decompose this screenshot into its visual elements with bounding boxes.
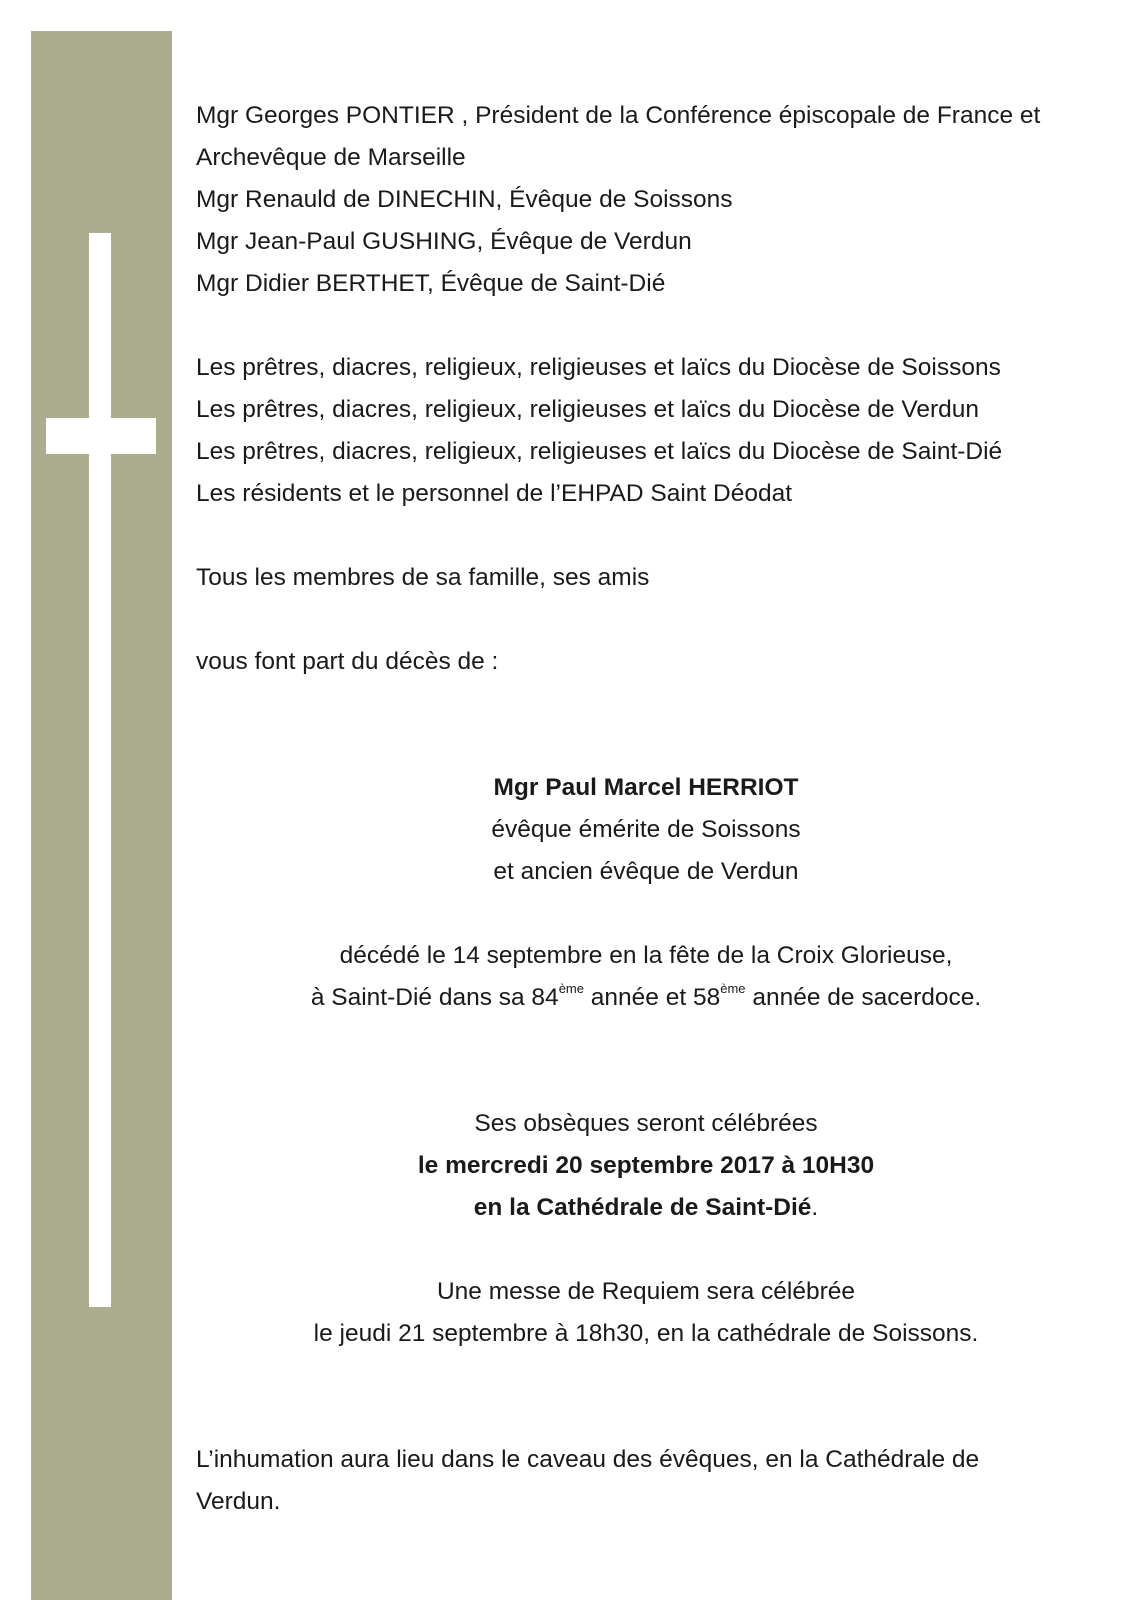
family-line: Tous les membres de sa famille, ses amis: [196, 564, 650, 591]
community-line: Les prêtres, diacres, religieux, religieuses et laïcs du Diocèse de Verdun: [196, 396, 980, 423]
funeral-block: [196, 1103, 1126, 1355]
cross-icon-arm: [46, 418, 156, 454]
bishop-line: Mgr Didier BERTHET, Évêque de Saint-Dié: [196, 270, 666, 297]
death-line-age: à Saint-Dié dans sa 84ème année et 58ème année de sacerdoce.: [310, 980, 982, 1011]
funeral-date: le mercredi 20 septembre 2017 à 10H30: [417, 1152, 875, 1179]
community-line: Les prêtres, diacres, religieux, religieuses et laïcs du Diocèse de Saint-Dié: [196, 438, 1003, 465]
bishop-line: Mgr Jean-Paul GUSHING, Évêque de Verdun: [196, 228, 692, 255]
funeral-place: en la Cathédrale de Saint-Dié.: [473, 1194, 819, 1221]
deceased-title: et ancien évêque de Verdun: [493, 858, 799, 885]
bishop-line: Archevêque de Marseille: [196, 144, 466, 171]
communities-list: [196, 347, 1126, 515]
cross-icon: [89, 233, 111, 1307]
bishop-line: Mgr Georges PONTIER , Président de la Conférence épiscopale de France et: [196, 102, 1041, 129]
community-line: Les résidents et le personnel de l’EHPAD Saint Déodat: [196, 480, 793, 507]
announcement: [196, 95, 1126, 1523]
deceased-block: [196, 767, 1126, 1019]
announce-line: vous font part du décès de :: [196, 648, 499, 675]
deceased-name: Mgr Paul Marcel HERRIOT: [493, 774, 799, 801]
requiem-detail: le jeudi 21 septembre à 18h30, en la cathédrale de Soissons.: [313, 1320, 979, 1347]
deceased-title: évêque émérite de Soissons: [491, 816, 801, 843]
community-line: Les prêtres, diacres, religieux, religieuses et laïcs du Diocèse de Soissons: [196, 354, 1001, 381]
bishops-list: [196, 95, 1126, 305]
death-line: décédé le 14 septembre en la fête de la Croix Glorieuse,: [339, 942, 953, 969]
burial-block: [196, 1439, 1126, 1523]
requiem-intro: Une messe de Requiem sera célébrée: [436, 1278, 856, 1305]
funeral-intro: Ses obsèques seront célébrées: [474, 1110, 818, 1137]
burial-line: L’inhumation aura lieu dans le caveau des évêques, en la Cathédrale de: [196, 1446, 980, 1473]
burial-line: Verdun.: [196, 1488, 281, 1515]
bishop-line: Mgr Renauld de DINECHIN, Évêque de Soissons: [196, 186, 733, 213]
